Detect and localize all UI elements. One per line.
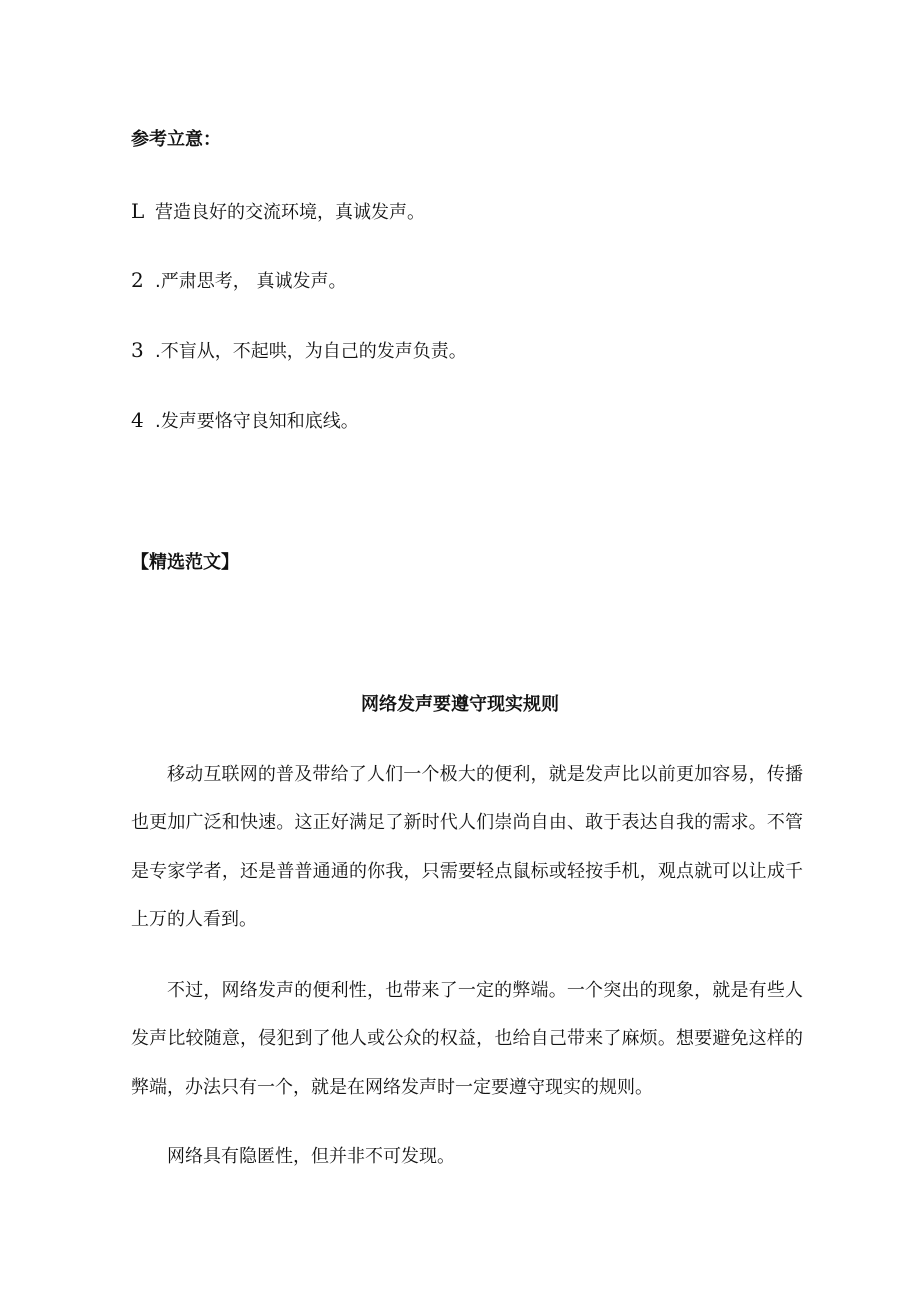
idea-text: .不盲从，不起哄，为自己的发声负责。 (155, 341, 467, 362)
idea-text: 营造良好的交流环境，真诚发声。 (155, 202, 425, 223)
idea-number: L (131, 199, 145, 223)
idea-number: 3 (131, 338, 144, 362)
idea-text: .严肃思考， 真诚发声。 (155, 271, 347, 292)
idea-number: 2 (131, 268, 144, 292)
idea-item-4 (131, 408, 359, 434)
essay-title: 网络发声要遵守现实规则 (361, 694, 559, 715)
section-label: 【精选范文】 (131, 552, 239, 573)
essay-paragraph: 网络具有隐匿性，但并非不可发现。 (167, 1146, 455, 1167)
essay-paragraph: 不过，网络发声的便利性，也带来了一定的弊端。一个突出的现象，就是有些人发声比较随意，侵犯到了他人或公众的权益，也给自己带来了麻烦。想要避免这样的弊端，办法只有一个，就是在网络发声时一定要遵守现实的规则。 (131, 980, 803, 1098)
idea-item-3 (131, 338, 467, 364)
idea-number: 4 (131, 408, 144, 432)
essay-paragraph: 移动互联网的普及带给了人们一个极大的便利，就是发声比以前更加容易，传播也更加广泛和快速。这正好满足了新时代人们崇尚自由、敢于表达自我的需求。不管是专家学者，还是普普通通的你我，只需要轻点鼠标或轻按手机，观点就可以让成千上万的人看到。 (131, 764, 803, 930)
reference-heading: 参考立意： (131, 129, 221, 150)
idea-item-1 (131, 199, 425, 225)
idea-text: .发声要恪守良知和底线。 (155, 411, 359, 432)
idea-item-2 (131, 268, 346, 294)
